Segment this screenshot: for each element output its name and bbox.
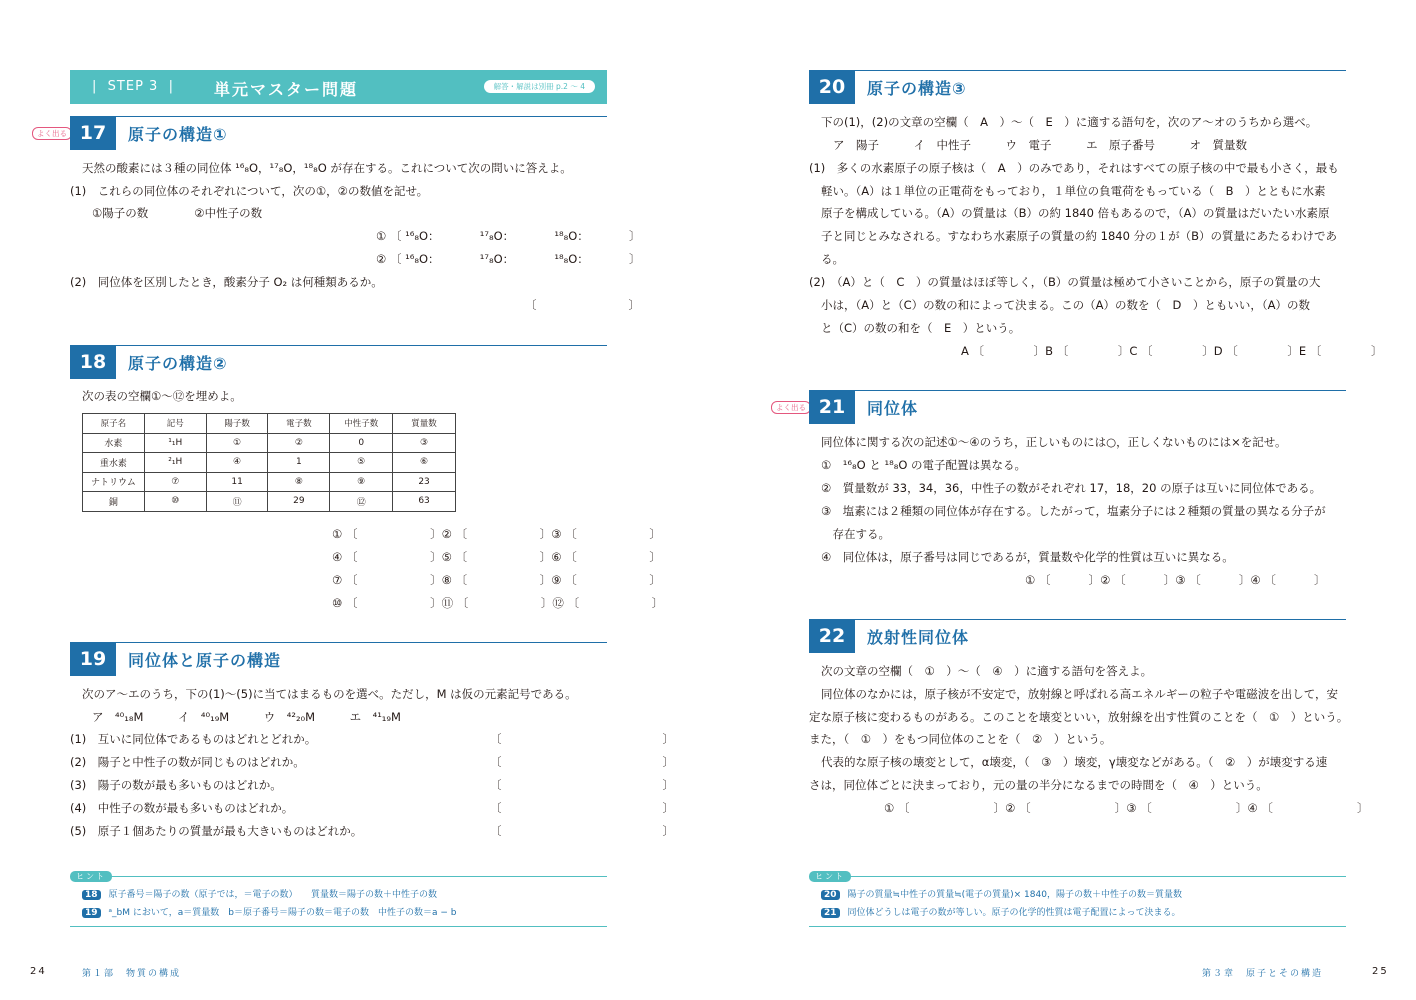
q20-text-line: 原子を構成している。（A）の質量は（B）の約 1840 倍もあるので，（A）の質量はだいたい水素原 (821, 206, 1330, 220)
table-header-cell: 原子名 (83, 414, 145, 434)
q20-text-line: る。 (821, 252, 844, 266)
table-cell: ① (206, 433, 268, 453)
table-cell: 銅 (83, 492, 145, 512)
q20-text-line: (2) （A）と（ C ）の質量はほぼ等しく，（B）の質量は極めて小さいことから，原子の質量の大 (809, 275, 1321, 289)
frequent-badge: よく出る (32, 127, 72, 140)
q21-intro: 同位体に関する次の記述①〜④のうち，正しいものには○，正しくないものには×を記せ。 (821, 435, 1287, 449)
question-title: 原子の構造② (128, 354, 228, 373)
q19-item: (5) 原子１個あたりの質量が最も大きいものはどれか。 (70, 824, 363, 838)
question-title: 同位体と原子の構造 (128, 651, 282, 670)
q22-intro: 次の文章の空欄（ ① ）〜（ ④ ）に適する語句を答えよ。 (821, 664, 1153, 678)
hint-line: 21 同位体どうしは電子の数が等しい。原子の化学的性質は電子配置によって決まる。 (821, 905, 1181, 918)
answer-reference: 解答・解説は別冊 p.2 〜 4 (484, 80, 595, 93)
table-header-cell: 記号 (144, 414, 206, 434)
q19-answer-blank[interactable]: 〔 〕 (490, 755, 674, 769)
q22-text-line: また，（ ① ）をもつ同位体のことを（ ② ）という。 (809, 732, 1112, 746)
question-21-header (809, 390, 1346, 424)
q17-answer-1[interactable]: ① 〔 ¹⁶₈O： ¹⁷₈O： ¹⁸₈O： 〕 (376, 229, 641, 243)
step-title: 単元マスター問題 (214, 80, 359, 99)
q19-answer-blank[interactable]: 〔 〕 (490, 824, 674, 838)
table-header-cell: 中性子数 (330, 414, 393, 434)
running-footer: 第１部 物質の構成 (82, 969, 182, 979)
question-title: 放射性同位体 (867, 628, 970, 647)
table-cell: ⑫ (330, 492, 393, 512)
question-number: 17 (70, 116, 116, 150)
q19-item: (3) 陽子の数が最も多いものはどれか。 (70, 778, 282, 792)
q19-answer-blank[interactable]: 〔 〕 (490, 732, 674, 746)
q20-text-line: 小は，（A）と（C）の数の和によって決まる。この（A）の数を（ D ）ともいい，（A）の数 (821, 298, 1310, 312)
table-cell: 水素 (83, 433, 145, 453)
q20-text-line: 軽い。（A）は１単位の正電荷をもっており，１単位の負電荷をもっている（ B ）とともに水素 (821, 184, 1326, 198)
question-number: 21 (809, 390, 855, 424)
table-cell: ⑦ (144, 472, 206, 492)
q21-statement: ③ 塩素には２種類の同位体が存在する。したがって，塩素分子には２種類の質量の異なる分子が (821, 504, 1326, 518)
q22-text-line: 定な原子核に変わるものがある。このことを壊変といい，放射線を出す性質のことを（ ① ）という。 (809, 710, 1349, 724)
step-label: | STEP 3 | (92, 79, 174, 94)
right-page (708, 0, 1416, 1000)
question-number: 20 (809, 70, 855, 104)
q21-statement: ④ 同位体は，原子番号は同じであるが，質量数や化学的性質は互いに異なる。 (821, 550, 1234, 564)
hint-divider (106, 876, 607, 877)
isotope-table (82, 413, 456, 512)
q20-text-line: (1) 多くの水素原子の原子核は（ A ）のみであり，それはすべての原子核の中で最も小さく，最も (809, 161, 1339, 175)
table-cell: ⑪ (206, 492, 268, 512)
hint-bottom-divider (70, 926, 607, 927)
q18-answer-row[interactable]: ⑦ 〔 〕⑧ 〔 〕⑨ 〔 〕 (332, 573, 661, 587)
question-title: 原子の構造① (128, 125, 228, 144)
table-header-cell: 質量数 (393, 414, 456, 434)
q20-text-line: 子と同じとみなされる。すなわち水素原子の質量の約 1840 分の１が（B）の質量にあたるわけであ (821, 229, 1337, 243)
q18-answer-row[interactable]: ① 〔 〕② 〔 〕③ 〔 〕 (332, 527, 661, 541)
q17-answer-3[interactable]: 〔 〕 (525, 298, 640, 312)
question-title: 同位体 (867, 399, 919, 418)
table-row (83, 433, 456, 453)
q17-options: ①陽子の数 ②中性子の数 (92, 206, 263, 220)
hint-label: ヒント (70, 871, 112, 882)
table-cell: ⑩ (144, 492, 206, 512)
q22-text-line: さは，同位体ごとに決まっており，元の量の半分になるまでの時間を（ ④ ）という。 (809, 778, 1268, 792)
table-cell: 63 (393, 492, 456, 512)
q17-intro: 天然の酸素には３種の同位体 ¹⁶₈O，¹⁷₈O，¹⁸₈O が存在する。これについて次の問いに答えよ。 (82, 161, 572, 175)
running-footer: 第３章 原子とその構造 (1202, 969, 1324, 979)
table-cell: ⑧ (268, 472, 330, 492)
table-cell: 0 (330, 433, 393, 453)
table-cell: ⑤ (330, 453, 393, 473)
table-row (83, 472, 456, 492)
question-22-header (809, 619, 1346, 653)
q19-answer-blank[interactable]: 〔 〕 (490, 801, 674, 815)
question-number: 22 (809, 619, 855, 653)
table-cell: ナトリウム (83, 472, 145, 492)
table-cell: 1 (268, 453, 330, 473)
q18-intro: 次の表の空欄①〜⑫を埋めよ。 (82, 389, 242, 403)
q18-answer-row[interactable]: ④ 〔 〕⑤ 〔 〕⑥ 〔 〕 (332, 550, 661, 564)
frequent-badge: よく出る (771, 401, 811, 414)
table-cell: 11 (206, 472, 268, 492)
q19-item: (2) 陽子と中性子の数が同じものはどれか。 (70, 755, 305, 769)
q17-answer-2[interactable]: ② 〔 ¹⁶₈O： ¹⁷₈O： ¹⁸₈O： 〕 (376, 252, 641, 266)
table-cell: 29 (268, 492, 330, 512)
q19-intro: 次のア〜エのうち，下の(1)〜(5)に当てはまるものを選べ。ただし，M は仮の元素記号である。 (82, 687, 577, 701)
table-cell: ③ (393, 433, 456, 453)
table-cell: ²₁H (144, 453, 206, 473)
q20-intro: 下の(1)，(2)の文章の空欄（ A ）〜（ E ）に適する語句を，次のア〜オのうちから選べ。 (821, 115, 1318, 129)
q22-text-line: 同位体のなかには，原子核が不安定で，放射線と呼ばれる高エネルギーの粒子や電磁波を出して，安 (821, 687, 1339, 701)
table-header-cell: 電子数 (268, 414, 330, 434)
q20-choices: ア 陽子 イ 中性子 ウ 電子 エ 原子番号 オ 質量数 (833, 138, 1247, 152)
q19-choices: ア ⁴⁰₁₈M イ ⁴⁰₁₉M ウ ⁴²₂₀M エ ⁴¹₁₉M (92, 710, 401, 724)
hint-bottom-divider (809, 926, 1346, 927)
question-number: 18 (70, 345, 116, 379)
q22-answer-row[interactable]: ① 〔 〕② 〔 〕③ 〔 〕④ 〔 〕 (884, 801, 1369, 815)
question-17-header (70, 116, 607, 150)
q21-statement: 存在する。 (821, 527, 890, 541)
table-row (83, 492, 456, 512)
table-row (83, 453, 456, 473)
table-cell: 重水素 (83, 453, 145, 473)
table-header-row (83, 414, 456, 434)
hint-line: 20 陽子の質量≒中性子の質量≒(電子の質量)× 1840，陽子の数＋中性子の数＝質量数 (821, 887, 1182, 900)
table-header-cell: 陽子数 (206, 414, 268, 434)
table-cell: ¹₁H (144, 433, 206, 453)
q18-answer-row[interactable]: ⑩ 〔 〕⑪ 〔 〕⑫ 〔 〕 (332, 596, 664, 610)
q19-item: (4) 中性子の数が最も多いものはどれか。 (70, 801, 294, 815)
hint-line: 19 ᵃ_bM において，a＝質量数 b＝原子番号＝陽子の数＝電子の数 中性子の数＝a − b (82, 905, 456, 918)
question-18-header (70, 345, 607, 379)
q21-statement: ① ¹⁶₈O と ¹⁸₈O の電子配置は異なる。 (821, 458, 1027, 472)
question-19-header (70, 642, 607, 676)
table-cell: ⑥ (393, 453, 456, 473)
hint-divider (845, 876, 1346, 877)
question-title: 原子の構造③ (867, 79, 967, 98)
table-cell: ④ (206, 453, 268, 473)
q22-text-line: 代表的な原子核の壊変として，α壊変，（ ③ ）壊変，γ壊変などがある。（ ② ）が壊変する速 (821, 755, 1328, 769)
q21-answer-row[interactable]: ① 〔 〕② 〔 〕③ 〔 〕④ 〔 〕 (1025, 573, 1326, 587)
table-cell: ⑨ (330, 472, 393, 492)
q19-item: (1) 互いに同位体であるものはどれとどれか。 (70, 732, 317, 746)
q17-part2: (2) 同位体を区別したとき，酸素分子 O₂ は何種類あるか。 (70, 275, 383, 289)
step-banner (70, 70, 607, 104)
q20-answer-row[interactable]: A 〔 〕B 〔 〕C 〔 〕D 〔 〕E 〔 〕 (961, 344, 1383, 358)
hint-label: ヒント (809, 871, 851, 882)
page-number: 25 (1372, 966, 1389, 977)
q19-answer-blank[interactable]: 〔 〕 (490, 778, 674, 792)
q17-part1: (1) これらの同位体のそれぞれについて，次の①，②の数値を記せ。 (70, 184, 429, 198)
q20-text-line: と（C）の数の和を（ E ）という。 (821, 321, 1021, 335)
hint-line: 18 原子番号＝陽子の数（原子では，＝電子の数） 質量数＝陽子の数＋中性子の数 (82, 887, 437, 900)
question-number: 19 (70, 642, 116, 676)
q21-statement: ② 質量数が 33，34，36，中性子の数がそれぞれ 17，18，20 の原子は互いに同位体である。 (821, 481, 1322, 495)
table-cell: ② (268, 433, 330, 453)
question-20-header (809, 70, 1346, 104)
page-number: 24 (30, 966, 47, 977)
table-cell: 23 (393, 472, 456, 492)
